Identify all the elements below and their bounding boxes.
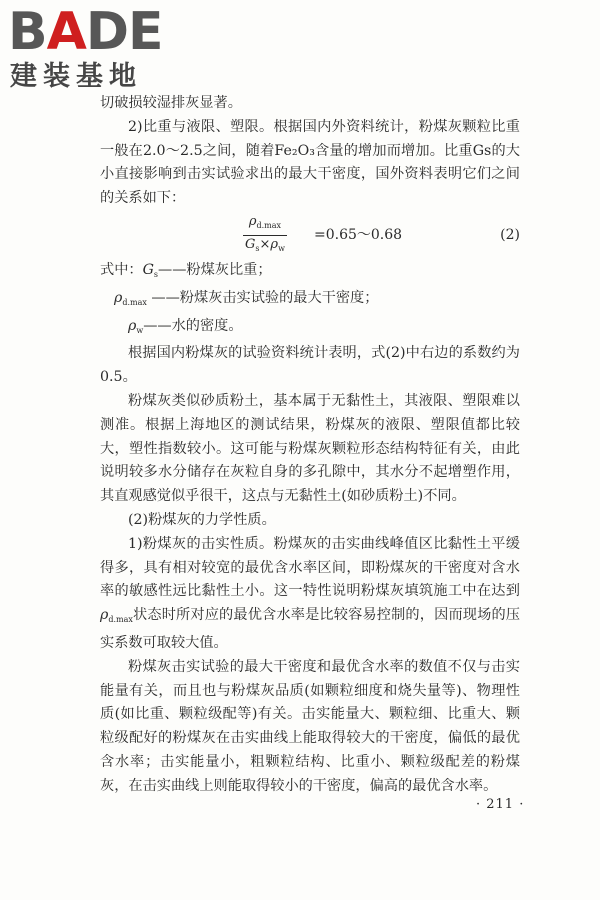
formula-fraction bbox=[243, 213, 287, 258]
paragraph-coefficient: 根据国内粉煤灰的试验资料统计表明，式(2)中右边的系数约为0.5。 bbox=[100, 345, 520, 386]
paragraph-compaction-factors: 粉煤灰击实试验的最大干密度和最优含水率的数值不仅与击实能量有关，而且也与粉煤灰品质(如颗粒细度和烧失量等)、物理性质(如比重、颗粒级配等)有关。击实能量大、颗粒细、比重大、颗粒级配好的粉煤灰在击实曲线上能取得较大的干密度，偏低的最优含水率；击实能量小，粗颗粒结构、比重小、颗粒级配差的粉煤灰，在击实曲线上则能取得较小的干密度，偏高的最优含水率。 bbox=[100, 658, 520, 794]
formula-rhs: =0.65～0.68 bbox=[314, 226, 403, 243]
formula-numerator: $\rho_{d.max}$ bbox=[248, 213, 282, 230]
formula-number: (2) bbox=[500, 226, 520, 243]
bade-logo bbox=[8, 2, 178, 96]
paragraph-specific-gravity: 2)比重与液限、塑限。根据国内外资料统计，粉煤灰颗粒比重一般在2.0～2.5之间，随着Fe₂O₃含量的增加而增加。比重Gs的大小直接影响到击实试验求出的最大干密度，国外资料表明它们之间的关系如下： bbox=[100, 118, 520, 207]
paragraph-compaction: 1)粉煤灰的击实性质。粉煤灰的击实曲线峰值区比黏性土平缓得多，具有相对较宽的最优含水率区间，即粉煤灰的干密度对含水率的敏感性远比黏性土小。这一特性说明粉煤灰填筑施工中在达到$\rho_{d.max}$状态时所对应的最优含水率是比较容易控制的，因而现场的压实系数可取较大值。 bbox=[100, 535, 520, 651]
definition-gs: 式中：$G_s——$粉煤灰比重； bbox=[100, 261, 272, 279]
logo-subtitle: 建装基地 bbox=[10, 61, 142, 92]
formula-2 bbox=[100, 211, 520, 259]
definition-rho-dmax: $\rho_{d.max}$ ——粉煤灰击实试验的最大干密度； bbox=[114, 289, 379, 307]
logo-wordmark: BADE bbox=[8, 2, 163, 62]
page-body bbox=[100, 92, 520, 799]
paragraph-liquid-plastic-limit: 粉煤灰类似砂质粉土，基本属于无黏性土，其液限、塑限难以测准。根据上海地区的测试结果，粉煤灰的液限、塑限值都比较大，塑性指数较小。这可能与粉煤灰颗粒形态结构特征有关，由此说明较多水分储存在灰粒自身的多孔隙中，其水分不起增塑作用，其直观感觉似乎很干，这点与无黏性土(如砂质粉土)不同。 bbox=[100, 392, 520, 505]
section-heading-mechanical: (2)粉煤灰的力学性质。 bbox=[128, 511, 276, 528]
line-continuation: 切破损较湿排灰显著。 bbox=[100, 95, 242, 111]
formula-denominator: $G_s\times\rho_w$ bbox=[245, 236, 285, 253]
definition-rho-w: $\rho_w——$水的密度。 bbox=[128, 317, 243, 335]
page-number: · 211 · bbox=[476, 797, 525, 812]
